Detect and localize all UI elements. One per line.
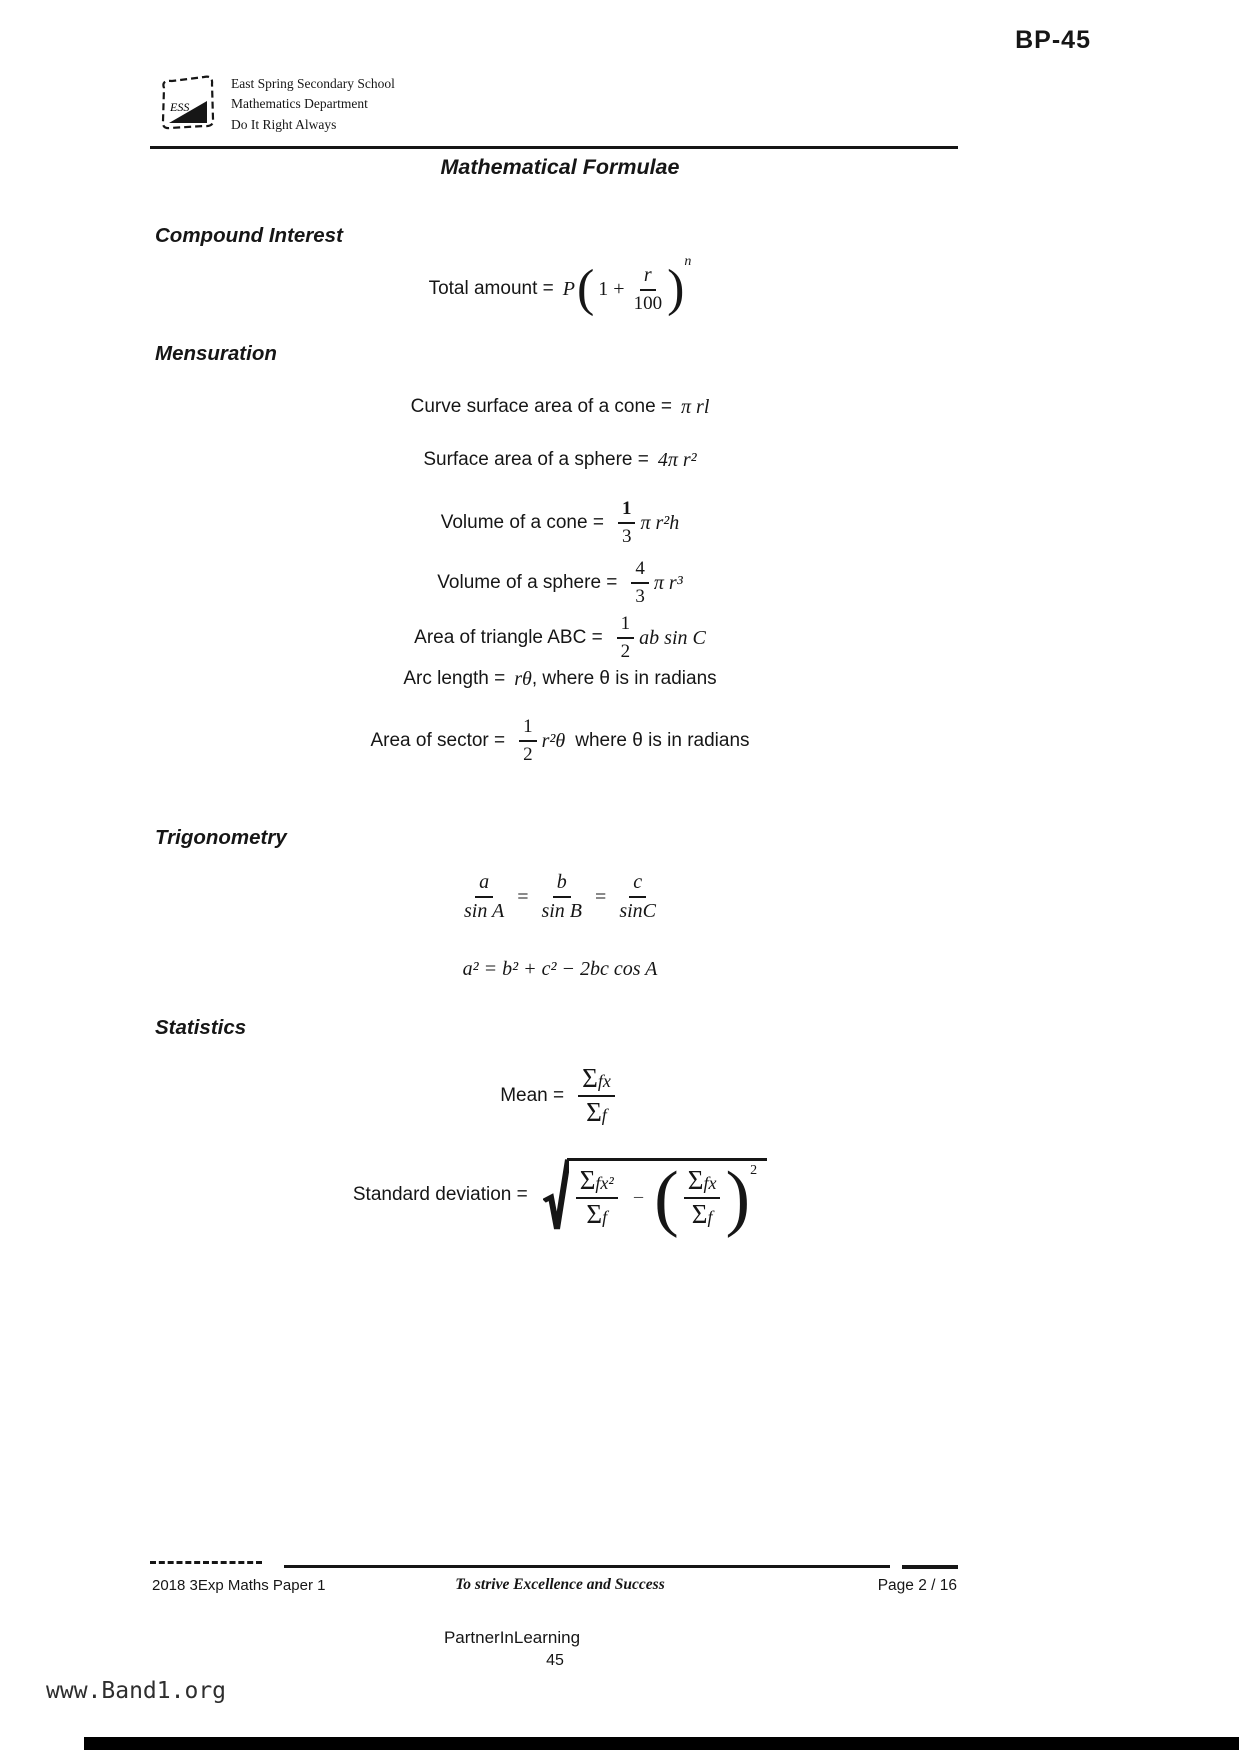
- sd-fraction-1: [576, 1167, 618, 1229]
- footer-page-indicator: Page 2 / 16: [877, 1577, 957, 1594]
- mean-label: Mean =: [500, 1085, 565, 1106]
- sd-f2-numerator: [684, 1167, 721, 1199]
- header-divider: [150, 146, 958, 149]
- formula-cosine-rule: [20, 954, 1100, 984]
- rate-denominator: 100: [633, 292, 663, 314]
- sphere-volume-rhs: π r³: [653, 571, 683, 594]
- sine-rule-fraction-b: [541, 871, 582, 923]
- formula-total-amount: [20, 254, 1100, 320]
- sphere-surface-label: Surface area of a sphere =: [423, 449, 649, 470]
- footer-divider: [284, 1565, 890, 1568]
- sector-area-suffix: where θ is in radians: [575, 730, 750, 751]
- sphere-volume-fraction: [631, 558, 649, 608]
- triangle-area-numerator: 1: [617, 613, 635, 639]
- footer-divider-dashed: [150, 1561, 262, 1564]
- formula-sector-area: [20, 710, 1100, 772]
- formula-sphere-volume: [20, 552, 1100, 614]
- cone-surface-rhs: π rl: [681, 395, 710, 418]
- total-amount-label: Total amount =: [428, 278, 554, 299]
- triangle-area-denominator: 2: [620, 641, 631, 662]
- arc-length-suffix: , where θ is in radians: [531, 668, 717, 689]
- watermark-url: www.Band1.org: [46, 1678, 227, 1704]
- section-heading-compound-interest: Compound Interest: [155, 224, 343, 247]
- total-amount-principal: P: [562, 277, 575, 300]
- logo-monogram: ESS: [170, 100, 190, 114]
- sd-fraction-2: [684, 1167, 721, 1229]
- close-paren: ): [725, 1157, 751, 1240]
- triangle-area-rhs: ab sin C: [639, 626, 706, 649]
- sigma-symbol: Σ: [582, 1063, 598, 1093]
- mean-denominator: [586, 1097, 607, 1127]
- close-paren: ): [667, 259, 685, 317]
- sector-area-fraction: [519, 716, 537, 766]
- footer-paper-title: 2018 3Exp Maths Paper 1: [152, 1577, 326, 1594]
- open-paren: (: [654, 1157, 679, 1240]
- open-paren: (: [576, 259, 595, 317]
- sector-area-label: Area of sector =: [370, 730, 506, 751]
- cone-volume-denominator: 3: [621, 526, 632, 547]
- sigma-symbol: Σ: [579, 1165, 596, 1196]
- arc-length-rhs: rθ: [514, 667, 532, 690]
- footer-motto: To strive Excellence and Success: [455, 1576, 665, 1593]
- radical-tick-icon: [543, 1158, 569, 1232]
- footer-divider-segment: [902, 1565, 958, 1569]
- sine-rule-a: a: [475, 871, 493, 898]
- cone-volume-numerator: 1: [618, 498, 636, 524]
- sine-rule-fraction-a: [464, 871, 504, 923]
- sine-rule-eq1: =: [517, 885, 529, 908]
- sd-f1-den-var: f: [602, 1207, 608, 1228]
- sd-exponent: 2: [750, 1163, 758, 1179]
- mean-numerator: [578, 1065, 615, 1097]
- triangle-area-label: Area of triangle ABC =: [414, 627, 603, 648]
- sd-radicand: [567, 1157, 767, 1240]
- cosine-rule-expression: a² = b² + c² − 2bc cos A: [462, 957, 658, 980]
- partner-in-learning-label: PartnerInLearning: [443, 1628, 581, 1647]
- sphere-volume-denominator: 3: [635, 586, 645, 607]
- school-department: Mathematics Department: [231, 96, 368, 112]
- scan-edge-bar: [84, 1737, 1239, 1750]
- sine-rule-sinB: sin B: [541, 900, 583, 922]
- section-heading-mensuration: Mensuration: [155, 342, 277, 365]
- sigma-symbol: Σ: [586, 1097, 602, 1127]
- formula-cone-volume: [20, 492, 1100, 554]
- arc-length-label: Arc length =: [403, 668, 506, 689]
- sd-f2-denominator: [692, 1199, 713, 1229]
- formula-sphere-surface: [20, 445, 1100, 475]
- mean-fraction: [578, 1065, 615, 1127]
- sheet-number: 45: [546, 1652, 564, 1669]
- sine-rule-b: b: [553, 871, 571, 898]
- triangle-area-fraction: [617, 613, 635, 663]
- sector-area-rhs: r²θ: [541, 729, 566, 752]
- sigma-symbol: Σ: [691, 1199, 708, 1230]
- rate-fraction: [634, 264, 663, 315]
- school-motto: Do It Right Always: [231, 116, 337, 132]
- sd-radical: [543, 1157, 767, 1240]
- sine-rule-fraction-c: [619, 871, 656, 923]
- formula-triangle-area: [20, 608, 1100, 668]
- sd-label: Standard deviation =: [352, 1184, 528, 1205]
- sine-rule-c: c: [629, 871, 646, 898]
- sd-f1-numerator: [576, 1167, 618, 1199]
- sd-f1-num-var: fx²: [595, 1173, 614, 1194]
- section-heading-statistics: Statistics: [155, 1016, 247, 1039]
- mean-den-var: f: [601, 1105, 607, 1125]
- formula-arc-length: [20, 664, 1100, 694]
- section-heading-trigonometry: Trigonometry: [155, 826, 287, 849]
- total-amount-exponent: n: [684, 254, 692, 269]
- sphere-volume-label: Volume of a sphere =: [437, 572, 618, 593]
- school-header: [155, 72, 395, 135]
- sigma-symbol: Σ: [586, 1199, 603, 1230]
- bp-page-code: BP-45: [1015, 26, 1091, 54]
- page-title: Mathematical Formulae: [440, 155, 680, 179]
- cone-volume-fraction: [618, 498, 636, 548]
- sd-f2-num-var: fx: [703, 1173, 717, 1194]
- sphere-volume-numerator: 4: [631, 558, 649, 584]
- school-logo: [155, 72, 219, 132]
- sigma-symbol: Σ: [687, 1165, 704, 1196]
- sphere-surface-rhs: 4π r²: [657, 448, 697, 471]
- formula-cone-surface: [20, 392, 1100, 422]
- formula-standard-deviation: [20, 1148, 1100, 1242]
- one-plus: 1 +: [598, 277, 625, 300]
- mean-num-var: fx: [597, 1071, 611, 1091]
- cone-surface-label: Curve surface area of a cone =: [410, 396, 673, 417]
- sd-f1-denominator: [586, 1199, 607, 1229]
- sd-f2-den-var: f: [707, 1207, 713, 1228]
- cone-volume-rhs: π r²h: [640, 511, 680, 534]
- sine-rule-eq2: =: [595, 885, 607, 908]
- cone-volume-label: Volume of a cone =: [440, 512, 604, 533]
- sector-area-denominator: 2: [523, 744, 533, 765]
- sector-area-numerator: 1: [519, 716, 537, 742]
- sd-minus: −: [632, 1186, 645, 1209]
- formula-mean: [20, 1062, 1100, 1130]
- school-text-block: [231, 72, 395, 135]
- sine-rule-sinA: sin A: [463, 900, 505, 922]
- school-name: East Spring Secondary School: [231, 76, 395, 91]
- sine-rule-sinC: sinC: [619, 900, 656, 922]
- rate-numerator: r: [640, 264, 656, 291]
- formula-sine-rule: [20, 864, 1100, 930]
